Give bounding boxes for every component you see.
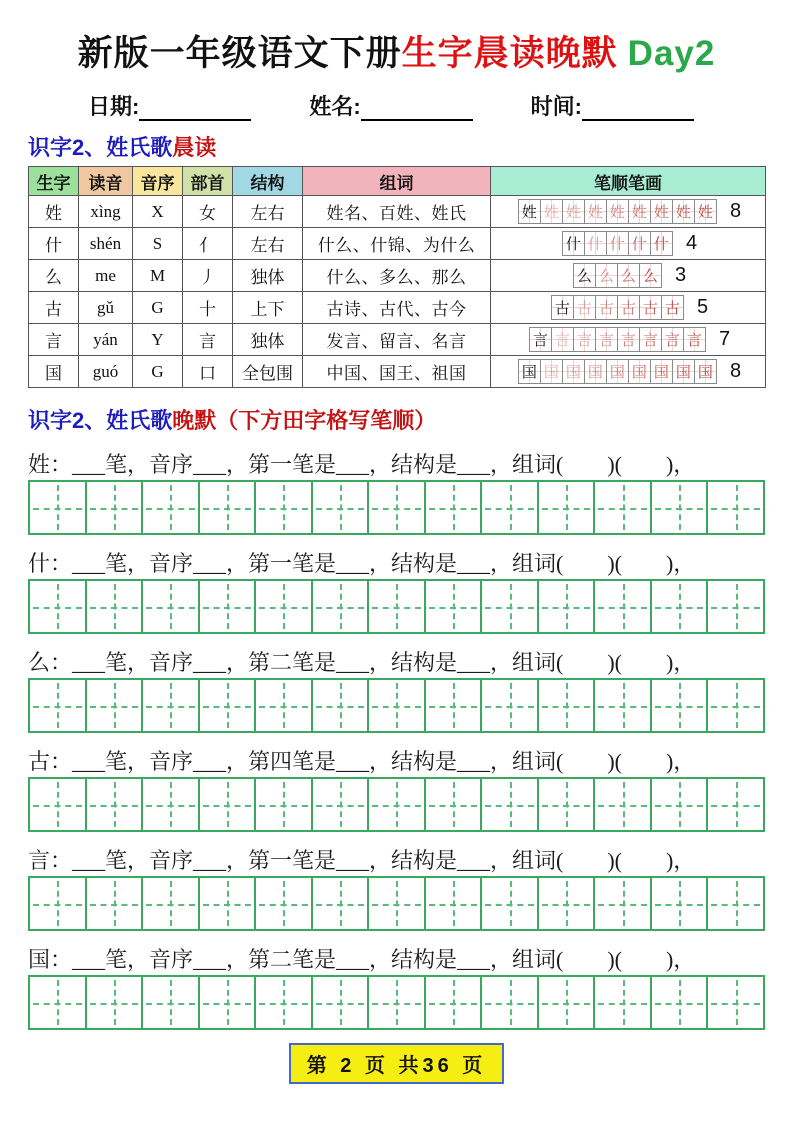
cell-initial: S — [133, 228, 183, 260]
cell-structure: 左右 — [233, 228, 303, 260]
table-row — [29, 292, 766, 324]
stroke-demo-box: 什 — [562, 231, 585, 256]
stroke-step-box: 什 — [584, 231, 607, 256]
tianzige-cell — [30, 482, 87, 533]
tianzige-row — [28, 777, 765, 832]
tianzige-cell — [200, 581, 257, 632]
tianzige-cell — [143, 779, 200, 830]
tianzige-cell — [708, 878, 763, 929]
stroke-step-box: 国 — [540, 359, 563, 384]
stroke-step-box: 国 — [606, 359, 629, 384]
evening-heading-lesson: 识字2、姓氏歌 — [28, 408, 173, 433]
name-label: 姓名: — [309, 94, 361, 119]
evening-heading-mode: 晚默（下方田字格写笔顺） — [172, 408, 437, 433]
page-title — [28, 26, 765, 76]
stroke-demo-box: 古 — [551, 295, 574, 320]
cell-char: 言 — [29, 324, 79, 356]
practice-block — [28, 944, 765, 1030]
tianzige-cell — [708, 482, 763, 533]
tianzige-cell — [652, 680, 709, 731]
stroke-step-box: 姓 — [628, 199, 651, 224]
tianzige-cell — [369, 482, 426, 533]
stroke-count: 7 — [718, 328, 731, 350]
header-char: 生字 — [29, 167, 79, 196]
stroke-demo-box: 言 — [529, 327, 552, 352]
stroke-step-box: 姓 — [562, 199, 585, 224]
tianzige-cell — [595, 680, 652, 731]
stroke-step-box: 言 — [617, 327, 640, 352]
tianzige-cell — [256, 482, 313, 533]
morning-heading-lesson: 识字2、姓氏歌 — [28, 135, 173, 160]
tianzige-cell — [426, 779, 483, 830]
tianzige-cell — [256, 680, 313, 731]
practice-block — [28, 647, 765, 733]
tianzige-cell — [652, 779, 709, 830]
time-blank — [582, 97, 694, 121]
tianzige-cell — [595, 977, 652, 1028]
tianzige-cell — [539, 680, 596, 731]
stroke-step-box: 国 — [628, 359, 651, 384]
practice-line: 古：___笔，音序___，第四笔是___，结构是___，组词( )( )， — [28, 749, 696, 774]
date-blank — [139, 97, 251, 121]
practice-block — [28, 449, 765, 535]
cell-stroke-order — [491, 292, 766, 324]
cell-stroke-order — [491, 324, 766, 356]
stroke-count: 5 — [696, 296, 709, 318]
cell-pinyin: guó — [79, 356, 133, 388]
cell-pinyin: gǔ — [79, 292, 133, 324]
tianzige-cell — [539, 482, 596, 533]
tianzige-cell — [87, 977, 144, 1028]
table-row — [29, 324, 766, 356]
stroke-step-box: 国 — [562, 359, 585, 384]
morning-section-heading — [28, 131, 765, 162]
vocab-table — [28, 166, 766, 388]
practice-line: 么：___笔，音序___，第二笔是___，结构是___，组词( )( )， — [28, 650, 696, 675]
cell-initial: X — [133, 196, 183, 228]
name-blank — [361, 97, 473, 121]
stroke-step-box: 言 — [661, 327, 684, 352]
cell-stroke-order — [491, 356, 766, 388]
cell-words: 古诗、古代、古今 — [303, 292, 491, 324]
stroke-step-box: 古 — [661, 295, 684, 320]
tianzige-cell — [426, 581, 483, 632]
tianzige-cell — [652, 482, 709, 533]
tianzige-cell — [30, 878, 87, 929]
tianzige-cell — [595, 779, 652, 830]
name-field — [309, 90, 472, 121]
cell-pinyin: xìng — [79, 196, 133, 228]
tianzige-cell — [426, 482, 483, 533]
table-row — [29, 356, 766, 388]
tianzige-cell — [369, 977, 426, 1028]
tianzige-cell — [30, 581, 87, 632]
stroke-step-box: 言 — [573, 327, 596, 352]
tianzige-cell — [30, 977, 87, 1028]
practice-line: 国：___笔，音序___，第二笔是___，结构是___，组词( )( )， — [28, 947, 696, 972]
date-field — [88, 90, 251, 121]
tianzige-cell — [369, 878, 426, 929]
header-initial: 音序 — [133, 167, 183, 196]
page-number-badge: 第 2 页 共36 页 — [289, 1043, 505, 1084]
cell-words: 发言、留言、名言 — [303, 324, 491, 356]
tianzige-cell — [539, 878, 596, 929]
tianzige-cell — [708, 779, 763, 830]
stroke-step-box: 姓 — [540, 199, 563, 224]
stroke-demo-box: 姓 — [518, 199, 541, 224]
header-radical: 部首 — [183, 167, 233, 196]
table-row — [29, 228, 766, 260]
stroke-step-box: 姓 — [672, 199, 695, 224]
stroke-step-box: 言 — [595, 327, 618, 352]
stroke-step-box: 言 — [551, 327, 574, 352]
morning-heading-mode: 晨读 — [172, 135, 217, 160]
tianzige-cell — [143, 977, 200, 1028]
stroke-demo-box: 国 — [518, 359, 541, 384]
tianzige-cell — [313, 680, 370, 731]
tianzige-cell — [708, 977, 763, 1028]
tianzige-cell — [426, 878, 483, 929]
cell-initial: G — [133, 356, 183, 388]
tianzige-cell — [652, 581, 709, 632]
stroke-step-box: 国 — [650, 359, 673, 384]
cell-initial: Y — [133, 324, 183, 356]
practice-line: 什：___笔，音序___，第一笔是___，结构是___，组词( )( )， — [28, 551, 696, 576]
header-stroke-order: 笔顺笔画 — [491, 167, 766, 196]
tianzige-cell — [313, 977, 370, 1028]
time-label: 时间: — [530, 94, 582, 119]
table-row — [29, 260, 766, 292]
stroke-step-box: 什 — [628, 231, 651, 256]
tianzige-cell — [313, 779, 370, 830]
tianzige-cell — [313, 482, 370, 533]
stroke-step-box: 姓 — [584, 199, 607, 224]
footer — [28, 1043, 765, 1084]
cell-structure: 左右 — [233, 196, 303, 228]
tianzige-cell — [369, 779, 426, 830]
cell-words: 中国、国王、祖国 — [303, 356, 491, 388]
stroke-step-box: 么 — [617, 263, 640, 288]
stroke-step-box: 国 — [694, 359, 717, 384]
stroke-step-box: 国 — [584, 359, 607, 384]
tianzige-cell — [708, 680, 763, 731]
cell-structure: 独体 — [233, 324, 303, 356]
cell-radical: 亻 — [183, 228, 233, 260]
title-course: 新版一年级语文下册 — [77, 34, 402, 73]
tianzige-row — [28, 678, 765, 733]
header-words: 组词 — [303, 167, 491, 196]
tianzige-cell — [87, 779, 144, 830]
tianzige-cell — [87, 680, 144, 731]
stroke-step-box: 姓 — [650, 199, 673, 224]
tianzige-cell — [143, 581, 200, 632]
cell-words: 什么、什锦、为什么 — [303, 228, 491, 260]
tianzige-cell — [369, 680, 426, 731]
cell-radical: 女 — [183, 196, 233, 228]
tianzige-cell — [708, 581, 763, 632]
tianzige-cell — [595, 482, 652, 533]
tianzige-cell — [256, 779, 313, 830]
tianzige-cell — [539, 977, 596, 1028]
tianzige-cell — [369, 581, 426, 632]
tianzige-cell — [87, 878, 144, 929]
practice-block — [28, 746, 765, 832]
tianzige-row — [28, 876, 765, 931]
tianzige-cell — [539, 779, 596, 830]
tianzige-cell — [313, 878, 370, 929]
practice-section — [28, 449, 765, 1030]
info-row — [88, 90, 765, 121]
table-header-row — [29, 167, 766, 196]
tianzige-cell — [200, 482, 257, 533]
cell-char: 古 — [29, 292, 79, 324]
stroke-step-box: 什 — [606, 231, 629, 256]
tianzige-cell — [30, 680, 87, 731]
evening-section-heading — [28, 404, 765, 435]
tianzige-cell — [200, 878, 257, 929]
stroke-step-box: 姓 — [606, 199, 629, 224]
title-day: Day2 — [627, 34, 716, 73]
tianzige-cell — [143, 878, 200, 929]
title-topic: 生字晨读晚默 — [401, 34, 618, 73]
cell-pinyin: yán — [79, 324, 133, 356]
cell-pinyin: me — [79, 260, 133, 292]
cell-char: 什 — [29, 228, 79, 260]
tianzige-cell — [426, 977, 483, 1028]
practice-line: 姓：___笔，音序___，第一笔是___，结构是___，组词( )( )， — [28, 452, 696, 477]
stroke-step-box: 古 — [639, 295, 662, 320]
tianzige-cell — [256, 878, 313, 929]
stroke-count: 3 — [674, 264, 687, 286]
tianzige-cell — [143, 680, 200, 731]
tianzige-row — [28, 975, 765, 1030]
cell-structure: 独体 — [233, 260, 303, 292]
tianzige-cell — [87, 581, 144, 632]
tianzige-cell — [652, 977, 709, 1028]
tianzige-cell — [200, 680, 257, 731]
tianzige-cell — [539, 581, 596, 632]
stroke-step-box: 古 — [573, 295, 596, 320]
tianzige-cell — [482, 680, 539, 731]
cell-stroke-order — [491, 260, 766, 292]
tianzige-cell — [595, 581, 652, 632]
tianzige-cell — [482, 482, 539, 533]
stroke-step-box: 言 — [683, 327, 706, 352]
tianzige-cell — [30, 779, 87, 830]
cell-radical: 言 — [183, 324, 233, 356]
stroke-count: 4 — [685, 232, 698, 254]
stroke-step-box: 国 — [672, 359, 695, 384]
cell-radical: 十 — [183, 292, 233, 324]
tianzige-cell — [482, 581, 539, 632]
tianzige-cell — [87, 482, 144, 533]
cell-radical: 丿 — [183, 260, 233, 292]
cell-pinyin: shén — [79, 228, 133, 260]
cell-words: 什么、多么、那么 — [303, 260, 491, 292]
tianzige-cell — [143, 482, 200, 533]
table-row — [29, 196, 766, 228]
stroke-step-box: 姓 — [694, 199, 717, 224]
tianzige-cell — [256, 977, 313, 1028]
cell-structure: 全包围 — [233, 356, 303, 388]
practice-line: 言：___笔，音序___，第一笔是___，结构是___，组词( )( )， — [28, 848, 696, 873]
stroke-step-box: 什 — [650, 231, 673, 256]
cell-words: 姓名、百姓、姓氏 — [303, 196, 491, 228]
practice-block — [28, 845, 765, 931]
cell-stroke-order — [491, 196, 766, 228]
tianzige-cell — [200, 779, 257, 830]
stroke-count: 8 — [729, 200, 742, 222]
cell-initial: M — [133, 260, 183, 292]
tianzige-cell — [652, 878, 709, 929]
cell-char: 姓 — [29, 196, 79, 228]
stroke-demo-box: 么 — [573, 263, 596, 288]
practice-block — [28, 548, 765, 634]
stroke-step-box: 么 — [595, 263, 618, 288]
tianzige-cell — [426, 680, 483, 731]
stroke-step-box: 古 — [617, 295, 640, 320]
header-pinyin: 读音 — [79, 167, 133, 196]
tianzige-cell — [482, 977, 539, 1028]
date-label: 日期: — [88, 94, 140, 119]
time-field — [531, 90, 694, 121]
tianzige-cell — [256, 581, 313, 632]
header-structure: 结构 — [233, 167, 303, 196]
cell-char: 国 — [29, 356, 79, 388]
tianzige-cell — [482, 878, 539, 929]
cell-structure: 上下 — [233, 292, 303, 324]
tianzige-cell — [595, 878, 652, 929]
tianzige-cell — [200, 977, 257, 1028]
cell-radical: 口 — [183, 356, 233, 388]
tianzige-row — [28, 579, 765, 634]
cell-stroke-order — [491, 228, 766, 260]
tianzige-cell — [482, 779, 539, 830]
tianzige-cell — [313, 581, 370, 632]
cell-initial: G — [133, 292, 183, 324]
stroke-step-box: 言 — [639, 327, 662, 352]
stroke-count: 8 — [729, 360, 742, 382]
vocab-table-body — [29, 196, 766, 388]
stroke-step-box: 么 — [639, 263, 662, 288]
cell-char: 么 — [29, 260, 79, 292]
tianzige-row — [28, 480, 765, 535]
stroke-step-box: 古 — [595, 295, 618, 320]
